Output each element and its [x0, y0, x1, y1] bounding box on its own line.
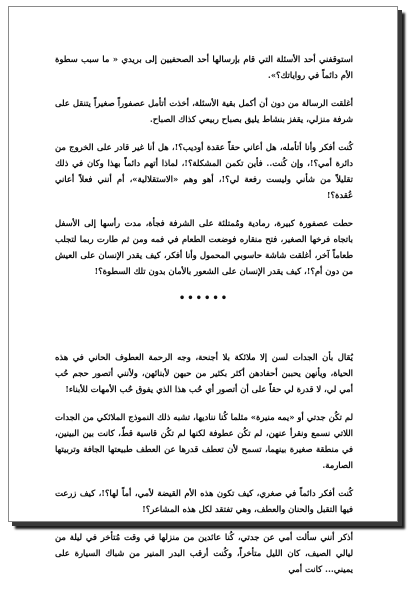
section-divider: ••••••: [178, 293, 230, 304]
paragraph-top-2: أغلقت الرسالة من دون أن أكمل بقية الأسئلة، أخذت أتأمل عصفوراً صغيراً يتنقل على شرفة منزلي، يقفز بنشاط يليق بصباح ربيعي كذاك الصباح.: [55, 98, 353, 124]
paragraph-bottom-1: يُقال بأن الجدات لسن إلا ملائكة بلا أجنحة، وجه الرحمة العطوف الحاني في هذه الحياة، ويأنهن يحببن أحفادهن أكثر بكثير من حبهن لأبنائهن، ولأنني أتصور حجم حُب أمي لي، لا قدرة لي حقاً على أن أتصور أي حُب هذا الذي يفوق حُب الأمهات للأبناء!: [55, 352, 353, 394]
page-text: [55, 51, 353, 589]
paragraph-bottom-2: لم تكُن جدتي أو «يمه منيرة» مثلما كُنا نناديها، تشبه ذلك النموذج الملائكي من الجدات اللاتي نسمع ونقرأ عنهن، لم تكُن عطوفة لكنها لم تكُن قاسية قطّ، كانت بين البينين، في منطقة صغيرة بينهما، تسمح لأن تعطف قدرها عن العطف طبيعتها الجافة وتربيتها الصارمة.: [55, 412, 353, 470]
paragraph-bottom-3: كُنت أفكر دائماً في صغري، كيف تكون هذه الأم القيضة لأمي، أماً لها؟!، كيف زرعت فيها التقبل والحنان والعطف، وهي تفتقد لكل هذه المشاعر؟!: [55, 488, 353, 514]
paragraph-top-3: كُنت أفكر وأنا أتأمله، هل أعاني حقاً عقدة أوديب؟!، هل أنا غير قادر على الخروج من دائرة أمي؟!، وإن كُنت.. فأين تكمن المشكلة؟!، لماذا أتهم دائماً بهذا وكان في ذلك تقليلاً من شأني وليست رفعة لي؟!، أهو وهم «الاستقلالية»، أم أنني فعلاً أعاني عُقدة؟!: [55, 142, 353, 200]
paragraph-bottom-4: أذكر أنني سألت أمي عن جدتي، كُنا عائدين من منزلها في وقت مُتأخر في ليلة من ليالي الصيف، كان الليل متأخراً، وكُنت أرقب البدر المنير من شباك السيارة على يميني... كانت أمي: [55, 532, 353, 574]
paragraph-top-1: استوقفني أحد الأسئلة التي قام بإرسالها أحد الصحفيين إلى بريدي « ما سبب سطوة الأم دائماً في رواياتك؟».: [55, 54, 353, 80]
paragraph-top-4: حطت عصفورة كبيرة، رمادية ومُمتلئة على الشرفة فجأة، مدت رأسها إلى الأسفل باتجاه فرخها الصغير، فتح منقاره فوضعت الطعام في فمه ومن ثم طارت ربما لتجلب طعاماً آخر، أغلقت شاشة حاسوبي المحمول وأنا أفكر، كيف يقدر الإنسان على العيش من دون أم؟!، كيف يقدر الإنسان على الشعور بالأمان بدون تلك السطوة؟!: [55, 218, 353, 276]
document-page: [8, 6, 398, 574]
